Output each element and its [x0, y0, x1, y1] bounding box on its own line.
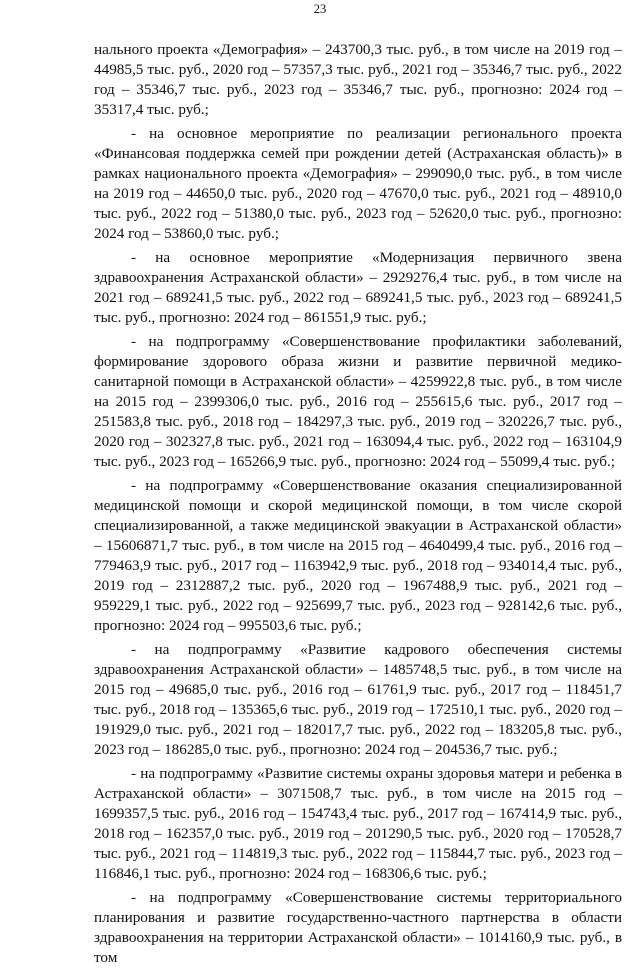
document-body: [94, 40, 622, 972]
paragraph-specialized-care-subprogram: - на подпрограмму «Совершенствование оказания специализированной медицинской помощи и скорой медицинской помощи, в том числе скорой специализированной, а также медицинской эвакуации в Астраханской области» – 15606871,7 тыс. руб., в том числе на 2015 год – 4640499,4 тыс. руб., 2016 год – 779463,9 тыс. руб., 2017 год – 1163942,9 тыс. руб., 2018 год – 934014,4 тыс. руб., 2019 год – 2312887,2 тыс. руб., 2020 год – 1967488,9 тыс. руб., 2021 год – 959229,1 тыс. руб., 2022 год – 925699,7 тыс. руб., 2023 год – 928142,6 тыс. руб., прогнозно: 2024 год – 995503,6 тыс. руб.;: [94, 477, 622, 634]
paragraph-demography-continuation: нального проекта «Демография» – 243700,3 тыс. руб., в том числе на 2019 год – 44985,5 тыс. руб., 2020 год – 57357,3 тыс. руб., 2021 год – 35346,7 тыс. руб., 2022 год – 35346,7 тыс. руб., 2023 год – 35346,7 тыс. руб., прогнозно: 2024 год – 35317,4 тыс. руб.;: [94, 41, 622, 118]
paragraph-primary-care-modernization: - на основное мероприятие «Модернизация первичного звена здравоохранения Астраханской области» – 2929276,4 тыс. руб., в том числе на 2021 год – 689241,5 тыс. руб., 2022 год – 689241,5 тыс. руб., 2023 год – 689241,5 тыс. руб., прогнозно: 2024 год – 861551,9 тыс. руб.;: [94, 249, 622, 326]
page-number: 23: [313, 2, 327, 16]
paragraph-prevention-subprogram: - на подпрограмму «Совершенствование профилактики заболеваний, формирование здорового образа жизни и развитие первичной медико-санитарной помощи в Астраханской области» – 4259922,8 тыс. руб., в том числе на 2015 год – 2399306,0 тыс. руб., 2016 год – 255615,6 тыс. руб., 2017 год – 251583,8 тыс. руб., 2018 год – 184297,3 тыс. руб., 2019 год – 320226,7 тыс. руб., 2020 год – 302327,8 тыс. руб., 2021 год – 163094,4 тыс. руб., 2022 год – 163104,9 тыс. руб., 2023 год – 165266,9 тыс. руб., прогнозно: 2024 год – 55099,4 тыс. руб.;: [94, 333, 622, 470]
paragraph-territorial-planning-subprogram: - на подпрограмму «Совершенствование системы территориального планирования и развитие государственно-частного партнерства в области здравоохранения на территории Астраханской области» – 1014160,9 тыс. руб., в том: [94, 889, 622, 966]
paragraph-family-support: - на основное мероприятие по реализации регионального проекта «Финансовая поддержка семей при рождении детей (Астраханская область)» в рамках национального проекта «Демография» – 299090,0 тыс. руб., в том числе на 2019 год – 44650,0 тыс. руб., 2020 год – 47670,0 тыс. руб., 2021 год – 48910,0 тыс. руб., 2022 год – 51380,0 тыс. руб., 2023 год – 52620,0 тыс. руб., прогнозно: 2024 год – 53860,0 тыс. руб.;: [94, 125, 622, 242]
paragraph-staffing-subprogram: - на подпрограмму «Развитие кадрового обеспечения системы здравоохранения Астраханской области» – 1485748,5 тыс. руб., в том числе на 2015 год – 49685,0 тыс. руб., 2016 год – 61761,9 тыс. руб., 2017 год – 118451,7 тыс. руб., 2018 год – 135365,6 тыс. руб., 2019 год – 172510,1 тыс. руб., 2020 год – 191929,0 тыс. руб., 2021 год – 182017,7 тыс. руб., 2022 год – 183205,8 тыс. руб., 2023 год – 186285,0 тыс. руб., прогнозно: 2024 год – 204536,7 тыс. руб.;: [94, 641, 622, 758]
paragraph-mother-child-subprogram: - на подпрограмму «Развитие системы охраны здоровья матери и ребенка в Астраханской области» – 3071508,7 тыс. руб., в том числе на 2015 год – 1699357,5 тыс. руб., 2016 год – 154743,4 тыс. руб., 2017 год – 167414,9 тыс. руб., 2018 год – 162357,0 тыс. руб., 2019 год – 201290,5 тыс. руб., 2020 год – 170528,7 тыс. руб., 2021 год – 114819,3 тыс. руб., 2022 год – 115844,7 тыс. руб., 2023 год – 116846,1 тыс. руб., прогнозно: 2024 год – 168306,6 тыс. руб.;: [94, 765, 622, 882]
